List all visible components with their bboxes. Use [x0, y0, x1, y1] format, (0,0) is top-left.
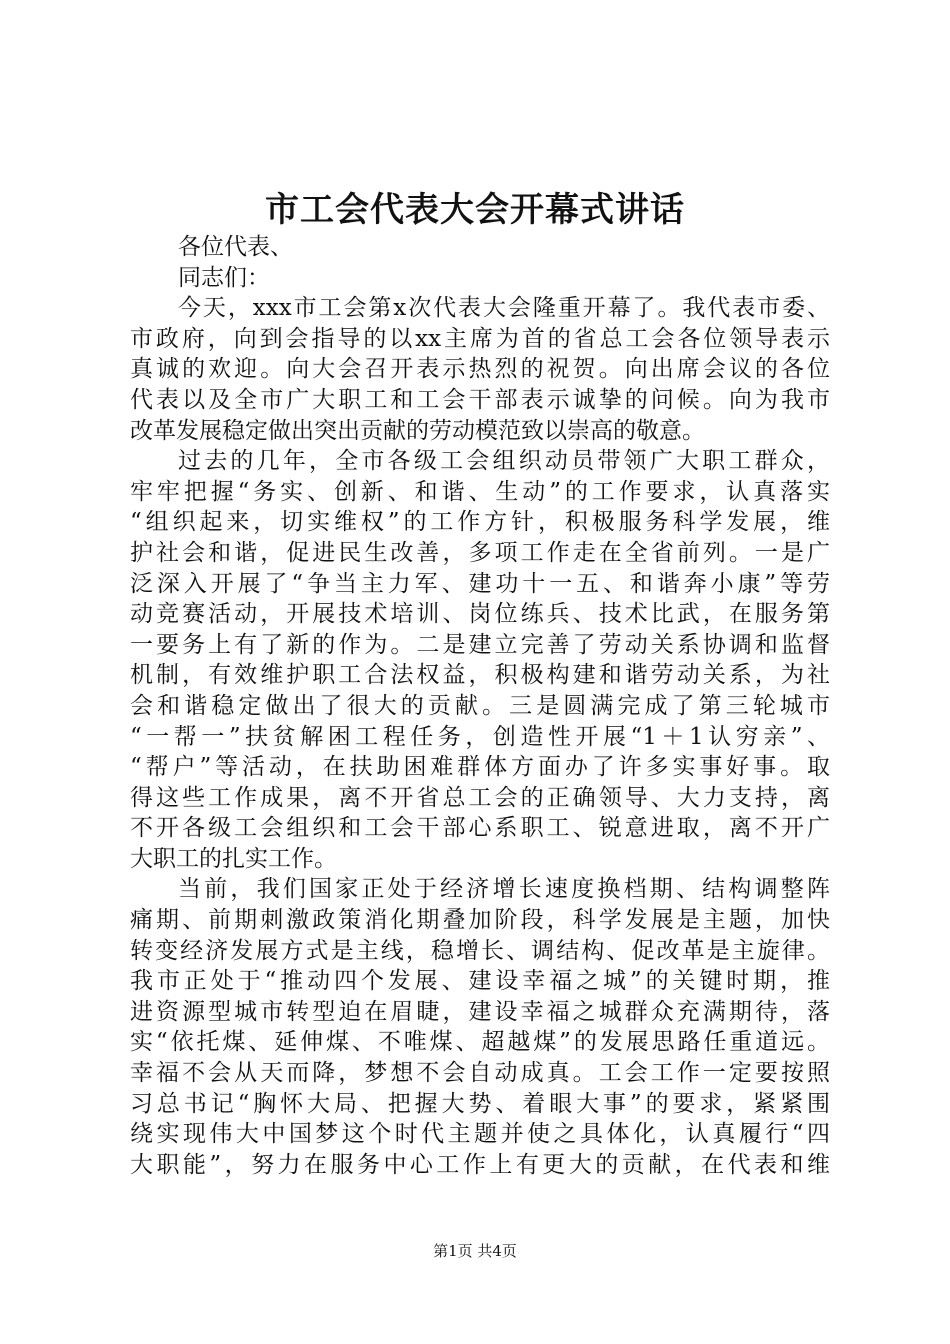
paragraph-3-line-2: 痛期、前期刺激政策消化期叠加阶段，科学发展是主题，加快	[130, 907, 830, 934]
paragraph-3-line-9: 绕实现伟大中国梦这个时代主题并使之具体化，认真履行“四	[130, 1121, 830, 1148]
paragraph-1-line-1: 今天，xxx市工会第x次代表大会隆重开幕了。我代表市委、	[178, 295, 830, 322]
paragraph-1-line-2: 市政府，向到会指导的以xx主席为首的省总工会各位领导表示	[130, 325, 830, 352]
paragraph-2-line-8: 机制，有效维护职工合法权益，积极构建和谐劳动关系，为社	[130, 662, 830, 689]
paragraph-2-line-7: 一要务上有了新的作为。二是建立完善了劳动关系协调和监督	[130, 631, 830, 658]
paragraph-2-line-2: 牢牢把握“务实、创新、和谐、生动”的工作要求，认真落实	[130, 478, 830, 505]
paragraph-2-line-5: 泛深入开展了“争当主力军、建功十一五、和谐奔小康”等劳	[130, 570, 830, 597]
paragraph-2-line-13: 不开各级工会组织和工会干部心系职工、锐意进取，离不开广	[130, 815, 830, 842]
paragraph-3-line-10: 大职能”，努力在服务中心工作上有更大的贡献，在代表和维	[130, 1151, 830, 1178]
salutation-line-1: 各位代表、	[178, 234, 293, 260]
paragraph-1-line-5: 改革发展稳定做出突出贡献的劳动模范致以崇高的敬意。	[130, 417, 705, 444]
paragraph-2-line-6: 动竞赛活动，开展技术培训、岗位练兵、技术比武，在服务第	[130, 601, 830, 628]
paragraph-3-line-8: 习总书记“胸怀大局、把握大势、着眼大事”的要求，紧紧围	[130, 1090, 830, 1117]
paragraph-2-line-3: “组织起来，切实维权”的工作方针，积极服务科学发展，维	[130, 509, 830, 536]
paragraph-2-line-9: 会和谐稳定做出了很大的贡献。三是圆满完成了第三轮城市	[130, 692, 830, 719]
paragraph-3-line-5: 进资源型城市转型迫在眉睫，建设幸福之城群众充满期待，落	[130, 998, 830, 1025]
document-body	[130, 232, 830, 1180]
document-title: 市工会代表大会开幕式讲话	[265, 190, 685, 230]
paragraph-3-line-4: 我市正处于“推动四个发展、建设幸福之城”的关键时期，推	[130, 968, 830, 995]
paragraph-2-line-14: 大职工的扎实工作。	[130, 845, 337, 872]
salutation-line-2: 同志们：	[178, 264, 270, 291]
paragraph-1-line-4: 代表以及全市广大职工和工会干部表示诚挚的问候。向为我市	[130, 386, 830, 413]
paragraph-2-line-10: “一帮一”扶贫解困工程任务，创造性开展“1＋1认穷亲”、	[130, 723, 830, 750]
paragraph-2-line-12: 得这些工作成果，离不开省总工会的正确领导、大力支持，离	[130, 784, 830, 811]
paragraph-2-line-1: 过去的几年，全市各级工会组织动员带领广大职工群众，	[178, 448, 830, 475]
paragraph-2-line-11: “帮户”等活动，在扶助困难群体方面办了许多实事好事。取	[130, 754, 830, 781]
paragraph-3-line-3: 转变经济发展方式是主线，稳增长、调结构、促改革是主旋律。	[130, 937, 830, 964]
paragraph-3-line-1: 当前，我们国家正处于经济增长速度换档期、结构调整阵	[178, 876, 830, 903]
paragraph-1-line-3: 真诚的欢迎。向大会召开表示热烈的祝贺。向出席会议的各位	[130, 356, 830, 383]
paragraph-2-line-4: 护社会和谐，促进民生改善，多项工作走在全省前列。一是广	[130, 539, 830, 566]
paragraph-3-line-6: 实“依托煤、延伸煤、不唯煤、超越煤”的发展思路任重道远。	[130, 1029, 830, 1056]
page-number-footer: 第1页 共4页	[433, 1242, 517, 1260]
paragraph-3-line-7: 幸福不会从天而降，梦想不会自动成真。工会工作一定要按照	[130, 1060, 830, 1087]
